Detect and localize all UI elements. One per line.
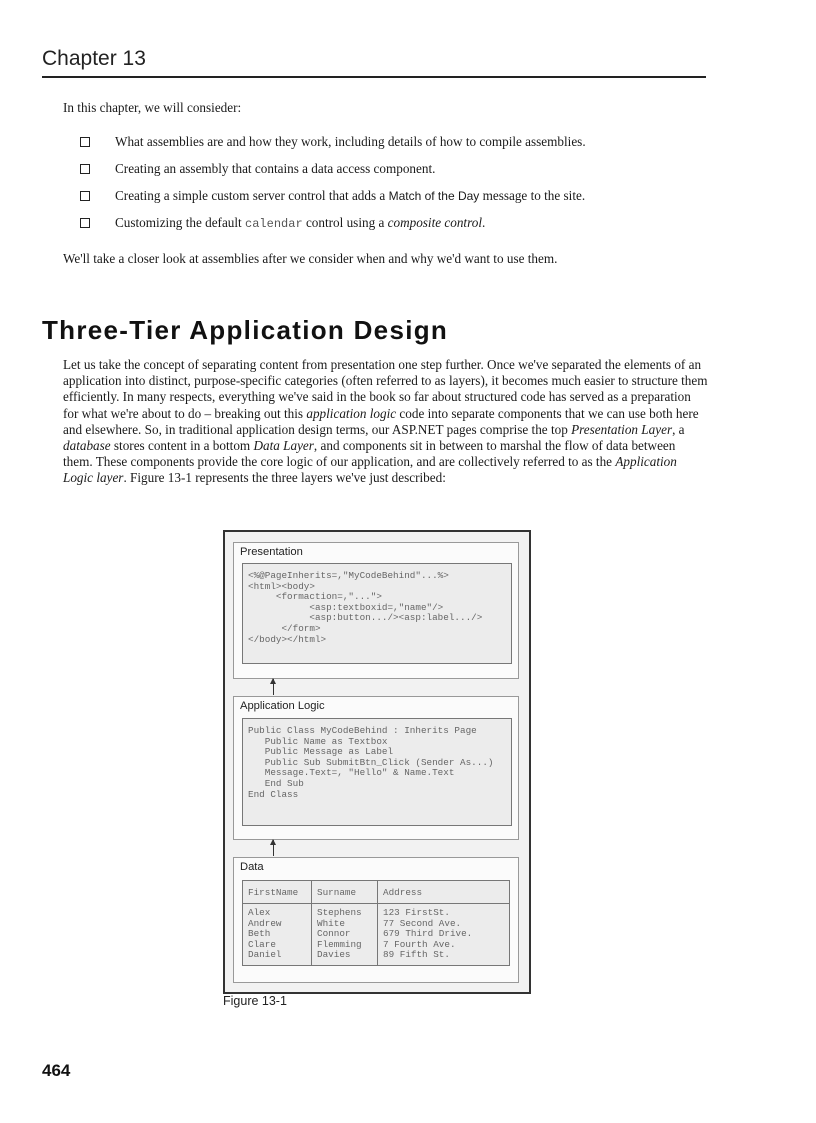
data-layer	[233, 857, 519, 983]
presentation-layer-label: Presentation	[240, 546, 303, 558]
bullet-text-part: control using a	[302, 215, 388, 230]
emphasis-term: Data Layer	[253, 438, 314, 454]
bullet-item	[80, 161, 700, 188]
intro-paragraph: In this chapter, we will consieder:	[63, 100, 242, 115]
bullet-text: What assemblies are and how they work, including details of how to compile assemblies.	[115, 134, 586, 149]
column-header-firstname: FirstName	[243, 881, 312, 904]
figure-caption: Figure 13-1	[223, 994, 287, 1008]
data-table	[242, 880, 510, 966]
emphasis-term: database	[63, 438, 111, 454]
checkbox-bullet-icon	[80, 218, 90, 228]
application-logic-code-box	[242, 718, 512, 826]
section-title: Three-Tier Application Design	[42, 315, 449, 345]
emphasis-term: application logic	[306, 405, 397, 421]
body-text: code into separate components that we can use both here and elsewhere. So, in traditional application design terms, our ASP.NET pages comprise the top	[63, 405, 699, 437]
bullet-text-part: message to the site.	[479, 188, 586, 203]
bullet-text: Creating an assembly that contains a data access component.	[115, 161, 436, 176]
body-text: . Figure 13-1 represents the three layers we've just described:	[123, 470, 446, 486]
table-header-row	[243, 881, 510, 904]
body-text: Let us take the concept of separating content from presentation one step further. Once we've separated the elements of an application into distinct, purpose-specific categories (often referred to as layers), it becomes much easier to structure them efficiently. In many respects, everything we've said in the book so far about structured code has served as a preparation for what we're about to do – breaking out this	[63, 357, 708, 421]
presentation-code: <%@PageInherits=,"MyCodeBehind"...%> <html><body> <formaction=,"..."> <asp:textboxid=,"name"/> <asp:button.../><asp:label.../> </form> </body></html>	[248, 570, 483, 645]
arrow-up-icon	[273, 840, 274, 856]
bullet-item	[80, 215, 700, 242]
emphasis-term: Application Logic layer	[63, 454, 677, 486]
calendar-code-term: calendar	[245, 217, 303, 231]
body-text: , a	[672, 421, 685, 437]
presentation-code-box	[242, 563, 512, 664]
bullet-item	[80, 188, 700, 215]
page-number: 464	[42, 1061, 71, 1080]
chapter-title: Chapter 13	[42, 47, 146, 70]
checkbox-bullet-icon	[80, 164, 90, 174]
body-text: stores content in a bottom	[110, 438, 254, 454]
emphasis-term: Presentation Layer	[571, 421, 673, 437]
body-text: , and components sit in between to marshal the flow of data between them. These components provide the core logic of our application, and are collectively referred to as the	[63, 438, 676, 470]
body-paragraph	[63, 357, 708, 487]
outro-paragraph: We'll take a closer look at assemblies after we consider when and why we'd want to use them.	[63, 251, 558, 266]
data-layer-label: Data	[240, 861, 264, 873]
bullet-text-part: Creating a simple custom server control that adds a	[115, 188, 389, 203]
application-logic-code: Public Class MyCodeBehind : Inherits Page Public Name as Textbox Public Message as Label Public Sub SubmitBtn_Click (Sender As...) Message.Text=, "Hello" & Name.Text End Sub End Class	[248, 725, 494, 800]
bullet-text	[115, 188, 585, 204]
address-column: 123 FirstSt. 77 Second Ave. 679 Third Drive. 7 Fourth Ave. 89 Fifth St.	[383, 907, 473, 960]
three-tier-figure	[223, 530, 531, 994]
bullet-text	[115, 215, 485, 232]
presentation-layer	[233, 542, 519, 679]
checkbox-bullet-icon	[80, 191, 90, 201]
bullet-text-part: Customizing the default	[115, 215, 246, 230]
match-of-the-day-term: Match of the Day	[388, 189, 480, 203]
column-header-surname: Surname	[312, 881, 378, 904]
chapter-header	[42, 46, 706, 78]
application-logic-layer	[233, 696, 519, 840]
arrow-up-icon	[273, 679, 274, 695]
column-header-address: Address	[378, 881, 510, 904]
surname-column: Stephens White Connor Flemming Davies	[312, 904, 378, 966]
application-logic-layer-label: Application Logic	[240, 700, 325, 712]
checkbox-bullet-icon	[80, 137, 90, 147]
bullet-text-part: .	[482, 215, 486, 230]
composite-control-term: composite control	[387, 215, 482, 230]
bullet-item	[80, 134, 700, 161]
bullet-list	[80, 134, 700, 242]
table-row	[243, 904, 510, 966]
firstname-column: Alex Andrew Beth Clare Daniel	[243, 904, 312, 966]
